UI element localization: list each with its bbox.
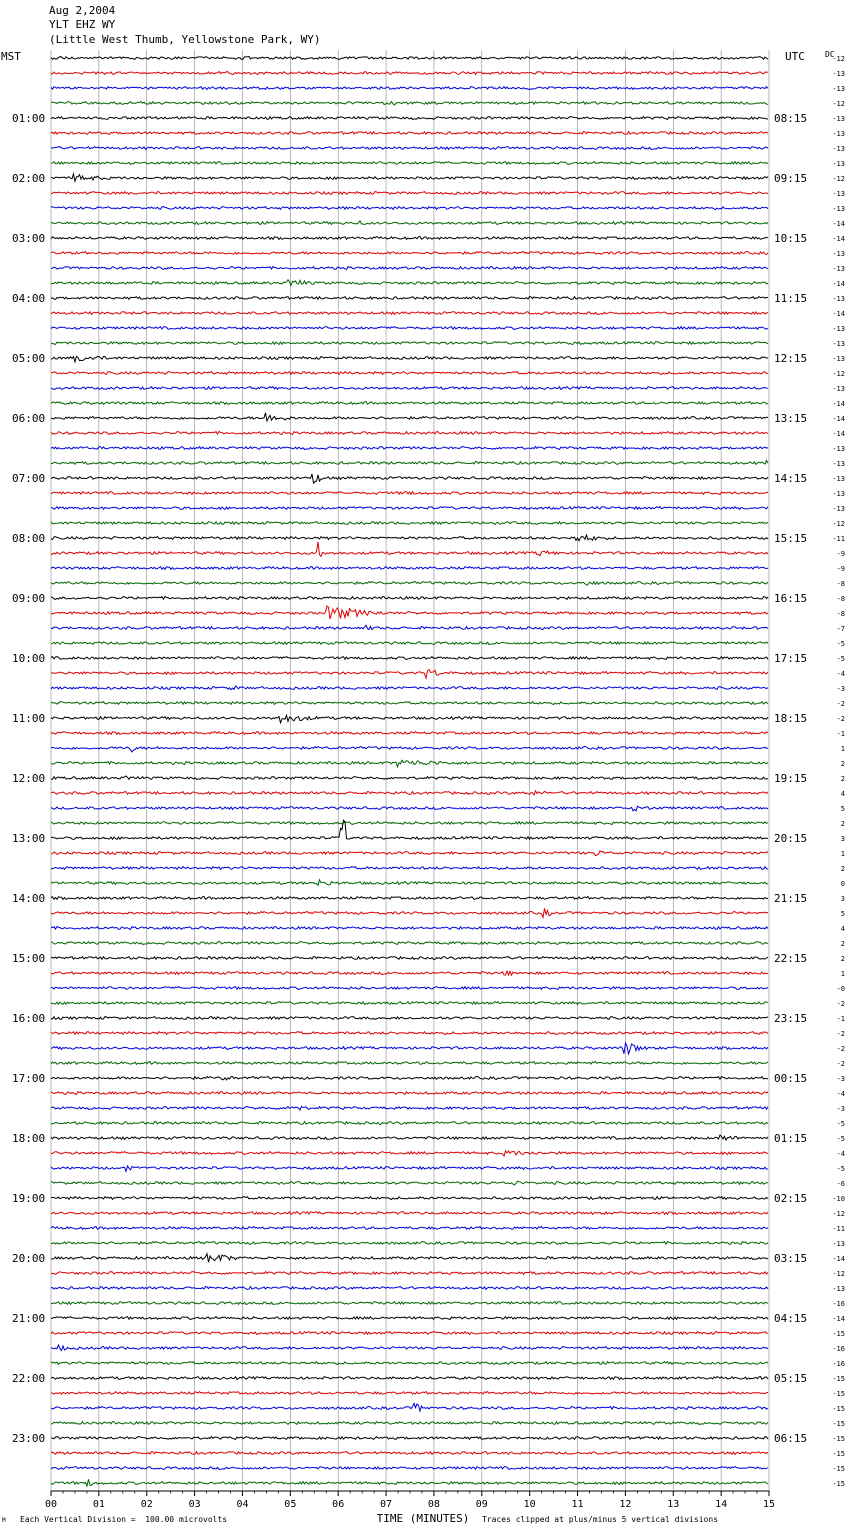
trace-row (51, 942, 768, 945)
trace-row (51, 447, 768, 450)
mst-hour-label: 19:00 (12, 1192, 46, 1205)
station-location: (Little West Thumb, Yellowstone Park, WY) (49, 33, 321, 46)
mst-hour-label: 15:00 (12, 952, 46, 965)
dc-offset-value: -2 (836, 1045, 845, 1053)
dc-offset-value: -2 (836, 1030, 845, 1038)
trace-row (51, 1181, 768, 1185)
trace-row (51, 987, 768, 990)
dc-offset-value: -13 (832, 325, 845, 333)
dc-offset-value: -13 (832, 265, 845, 273)
trace-row (51, 867, 768, 870)
trace-row (51, 474, 768, 483)
trace-row (51, 606, 768, 619)
mst-hour-label: 09:00 (12, 592, 46, 605)
x-tick-label: 02 (140, 1499, 153, 1510)
x-tick-label: 05 (284, 1499, 297, 1510)
dc-offset-value: -15 (832, 1390, 845, 1398)
dc-offset-value: -5 (836, 1135, 845, 1143)
utc-hour-label: 18:15 (774, 712, 808, 725)
x-tick-label: 06 (332, 1499, 345, 1510)
trace-row (51, 686, 768, 690)
trace-row (51, 221, 768, 225)
dc-offset-value: -4 (836, 1090, 845, 1098)
trace-row (51, 402, 768, 405)
dc-offset-value: -13 (832, 475, 845, 483)
trace-row (51, 1332, 768, 1335)
dc-offset-value: -13 (832, 340, 845, 348)
station-code: YLT EHZ WY (49, 18, 116, 31)
dc-offset-value: -2 (836, 715, 845, 723)
dc-offset-value: 5 (840, 910, 845, 918)
dc-offset-value: -2 (836, 1000, 845, 1008)
dc-offset-value: -13 (832, 160, 845, 168)
utc-hour-label: 23:15 (774, 1012, 808, 1025)
trace-row (51, 372, 768, 375)
trace-row (51, 102, 768, 106)
dc-offset-value: -13 (832, 115, 845, 123)
trace-row (51, 1302, 768, 1305)
trace-row (51, 715, 768, 723)
dc-offset-value: 4 (840, 925, 845, 933)
dc-offset-value: -7 (836, 625, 845, 633)
utc-hour-label: 19:15 (774, 772, 808, 785)
utc-hour-label: 12:15 (774, 352, 808, 365)
trace-row (51, 413, 768, 421)
trace-row (51, 822, 768, 825)
dc-offset-value: -5 (836, 1120, 845, 1128)
dc-offset-value: -1 (836, 1015, 845, 1023)
trace-row (51, 1227, 768, 1230)
trace-row (51, 760, 768, 767)
x-tick-label: 01 (92, 1499, 105, 1510)
trace-row (51, 908, 768, 917)
x-tick-label: 09 (475, 1499, 488, 1510)
trace-row (51, 1377, 768, 1380)
x-tick-label: 10 (523, 1499, 536, 1510)
x-tick-label: 00 (44, 1499, 58, 1510)
utc-hour-label: 01:15 (774, 1132, 808, 1145)
dc-offset-value: -13 (832, 490, 845, 498)
trace-row (51, 342, 768, 345)
utc-hour-label: 09:15 (774, 172, 808, 185)
mst-hour-label: 02:00 (12, 172, 46, 185)
trace-row (51, 507, 768, 510)
dc-offset-value: -12 (832, 370, 845, 378)
utc-hour-label: 16:15 (774, 592, 808, 605)
trace-row (51, 87, 768, 90)
mst-hour-label: 13:00 (12, 832, 46, 845)
utc-hour-label: 00:15 (774, 1072, 808, 1085)
trace-row (51, 1197, 768, 1200)
dc-offset-value: -13 (832, 295, 845, 303)
dc-offset-value: -14 (832, 310, 845, 318)
dc-offset-value: -13 (832, 505, 845, 513)
trace-row (51, 174, 768, 181)
dc-offset-value: 3 (840, 895, 845, 903)
trace-row (51, 72, 768, 75)
trace-row (51, 1254, 768, 1263)
trace-row (51, 670, 768, 679)
right-zone-label: UTC (785, 50, 805, 63)
dc-offset-value: -13 (832, 130, 845, 138)
dc-offset-value: -12 (832, 520, 845, 528)
dc-offset-value: -11 (832, 535, 845, 543)
dc-offset-value: -15 (832, 1435, 845, 1443)
trace-row (51, 1242, 768, 1245)
dc-offset-value: -15 (832, 1465, 845, 1473)
trace-row (51, 492, 768, 495)
mst-hour-label: 05:00 (12, 352, 46, 365)
dc-offset-value: 1 (840, 970, 845, 978)
dc-offset-value: -11 (832, 1225, 845, 1233)
trace-row (51, 280, 768, 286)
trace-row (51, 312, 768, 315)
dc-offset-value: -12 (832, 175, 845, 183)
dc-offset-value: -15 (832, 1450, 845, 1458)
trace-row (51, 460, 768, 464)
mst-hour-label: 08:00 (12, 532, 46, 545)
trace-row (51, 1122, 768, 1125)
x-tick-label: 13 (667, 1499, 680, 1510)
mst-hour-label: 18:00 (12, 1132, 46, 1145)
trace-row (51, 1422, 768, 1425)
dc-offset-value: -4 (836, 670, 845, 678)
dc-offset-value: -13 (832, 205, 845, 213)
dc-offset-value: -13 (832, 190, 845, 198)
dc-offset-value: 0 (840, 880, 845, 888)
trace-row (51, 237, 768, 240)
x-tick-label: 03 (188, 1499, 201, 1510)
dc-offset-value: -4 (836, 1150, 845, 1158)
trace-row (51, 1212, 768, 1215)
seismic-traces (51, 57, 768, 1486)
trace-row (51, 1362, 768, 1365)
dc-offset-value: 2 (840, 865, 845, 873)
mst-hour-label: 20:00 (12, 1252, 46, 1265)
utc-hour-label: 05:15 (774, 1372, 808, 1385)
mst-hour-label: 22:00 (12, 1372, 46, 1385)
dc-offset-value: -13 (832, 145, 845, 153)
dc-offset-value: -16 (832, 1360, 845, 1368)
trace-row (51, 1092, 768, 1095)
trace-row (51, 1437, 768, 1440)
dc-offset-value: -9 (836, 550, 845, 558)
trace-row (51, 162, 768, 165)
dc-offset-value: -15 (832, 1330, 845, 1338)
dc-offset-value: -12 (832, 100, 845, 108)
x-tick-label: 04 (236, 1499, 249, 1510)
dc-offset-value: -15 (832, 1420, 845, 1428)
trace-row (51, 252, 768, 255)
trace-row (51, 1002, 768, 1005)
dc-offset-value: 1 (840, 745, 845, 753)
dc-offset-value: -13 (832, 70, 845, 78)
trace-row (51, 1392, 768, 1395)
trace-row (51, 535, 768, 541)
dc-offset-value: -14 (832, 415, 845, 423)
scale-note: Each Vertical Division = 100.00 microvolts (20, 1515, 228, 1524)
dc-offset-value: -13 (832, 385, 845, 393)
trace-row (51, 1403, 768, 1411)
trace-row (51, 297, 768, 300)
dc-offset-value: -5 (836, 1165, 845, 1173)
trace-row (51, 1452, 768, 1455)
trace-row (51, 132, 768, 135)
utc-hour-label: 21:15 (774, 892, 808, 905)
dc-offset-value: -5 (836, 655, 845, 663)
trace-row (51, 776, 768, 779)
dc-offset-value: -14 (832, 220, 845, 228)
utc-hour-label: 14:15 (774, 472, 808, 485)
left-zone-label: MST (1, 50, 21, 63)
mst-hour-label: 12:00 (12, 772, 46, 785)
trace-row (51, 1062, 768, 1065)
dc-offset-header: DC (825, 50, 835, 59)
plot-date: Aug 2,2004 (49, 4, 116, 17)
x-axis-title: TIME (MINUTES) (376, 1512, 470, 1525)
dc-offset-value: 2 (840, 955, 845, 963)
dc-offset-value: 2 (840, 820, 845, 828)
trace-row (51, 267, 768, 270)
trace-row (51, 642, 768, 645)
trace-row (51, 747, 768, 752)
trace-row (51, 1467, 768, 1470)
dc-offset-value: -3 (836, 1105, 845, 1113)
trace-row (51, 897, 768, 900)
dc-offset-value: -5 (836, 640, 845, 648)
minute-grid (51, 50, 769, 1491)
dc-offset-value: 3 (840, 835, 845, 843)
utc-hour-label: 03:15 (774, 1252, 808, 1265)
trace-row (51, 57, 768, 60)
dc-offset-value: -12 (832, 1210, 845, 1218)
dc-offset-value: -6 (836, 1180, 845, 1188)
dc-offset-value: -15 (832, 1405, 845, 1413)
mst-hour-label: 16:00 (12, 1012, 46, 1025)
dc-offset-value: -12 (832, 55, 845, 63)
trace-row (51, 1345, 768, 1351)
trace-row (51, 387, 768, 390)
trace-row (51, 1272, 768, 1275)
trace-row (51, 522, 768, 525)
dc-offset-value: -15 (832, 1480, 845, 1488)
dc-offset-value: -13 (832, 460, 845, 468)
x-tick-label: 12 (619, 1499, 632, 1510)
trace-row (51, 567, 768, 570)
trace-row (51, 597, 768, 600)
trace-row (51, 327, 768, 330)
trace-row (51, 702, 768, 705)
trace-row (51, 657, 768, 660)
dc-offset-value: -16 (832, 1345, 845, 1353)
dc-offset-value: 4 (840, 790, 845, 798)
dc-offset-value: -2 (836, 1060, 845, 1068)
trace-row (51, 1287, 768, 1290)
mst-hour-label: 11:00 (12, 712, 46, 725)
utc-hour-label: 04:15 (774, 1312, 808, 1325)
dc-offset-value: -14 (832, 430, 845, 438)
dc-offset-value: 1 (840, 850, 845, 858)
trace-row (51, 1077, 768, 1080)
utc-hour-label: 13:15 (774, 412, 808, 425)
dc-offset-value: -15 (832, 1375, 845, 1383)
dc-offset-value: -14 (832, 1315, 845, 1323)
trace-row (51, 806, 768, 811)
utc-hour-label: 10:15 (774, 232, 808, 245)
mst-hour-label: 14:00 (12, 892, 46, 905)
dc-offset-value: -14 (832, 235, 845, 243)
trace-row (51, 927, 768, 930)
x-tick-label: 11 (571, 1499, 584, 1510)
trace-row (51, 542, 768, 557)
dc-offset-value: -8 (836, 595, 845, 603)
dc-offset-value: 2 (840, 775, 845, 783)
trace-row (51, 625, 768, 629)
x-tick-label: 15 (762, 1499, 776, 1510)
utc-hour-label: 22:15 (774, 952, 808, 965)
trace-row (51, 732, 768, 735)
dc-offset-value: 2 (840, 760, 845, 768)
dc-offset-value: -8 (836, 610, 845, 618)
trace-row (51, 207, 768, 210)
dc-offset-value: -14 (832, 1255, 845, 1263)
mst-hour-label: 17:00 (12, 1072, 46, 1085)
utc-hour-label: 20:15 (774, 832, 808, 845)
dc-offset-value: -2 (836, 700, 845, 708)
trace-row (51, 1017, 768, 1020)
clip-note: Traces clipped at plus/minus 5 vertical divisions (482, 1515, 719, 1524)
trace-row (51, 147, 768, 150)
mst-hour-label: 06:00 (12, 412, 46, 425)
trace-row (51, 1043, 768, 1054)
dc-offset-value: 2 (840, 940, 845, 948)
mst-hour-label: 03:00 (12, 232, 46, 245)
trace-row (51, 1151, 768, 1156)
mst-hour-label: 10:00 (12, 652, 46, 665)
trace-row (51, 1166, 768, 1172)
dc-offset-value: -13 (832, 85, 845, 93)
utc-hour-label: 11:15 (774, 292, 808, 305)
mst-hour-label: 01:00 (12, 112, 46, 125)
trace-row (51, 117, 768, 120)
trace-row (51, 1107, 768, 1110)
corner-mark: M (2, 1517, 6, 1524)
x-tick-label: 07 (380, 1499, 393, 1510)
dc-offset-value: -13 (832, 355, 845, 363)
trace-row (51, 582, 768, 586)
mst-hour-label: 07:00 (12, 472, 46, 485)
trace-row (51, 1032, 768, 1035)
trace-row (51, 1479, 768, 1486)
trace-row (51, 957, 768, 960)
dc-offset-value: -13 (832, 445, 845, 453)
utc-hour-label: 15:15 (774, 532, 808, 545)
dc-offset-value: -16 (832, 1300, 845, 1308)
dc-offset-value: -0 (836, 985, 845, 993)
dc-offset-value: -10 (832, 1195, 845, 1203)
dc-offset-value: -3 (836, 685, 845, 693)
trace-row (51, 1135, 768, 1140)
dc-offset-value: -3 (836, 1075, 845, 1083)
dc-offset-value: -8 (836, 580, 845, 588)
x-tick-label: 14 (715, 1499, 728, 1510)
mst-hour-label: 04:00 (12, 292, 46, 305)
trace-row (51, 432, 768, 435)
x-tick-label: 08 (427, 1499, 440, 1510)
utc-hour-label: 02:15 (774, 1192, 808, 1205)
dc-offset-value: -14 (832, 400, 845, 408)
trace-row (51, 880, 768, 886)
dc-offset-value: -14 (832, 280, 845, 288)
utc-hour-label: 06:15 (774, 1432, 808, 1445)
dc-offset-value: -9 (836, 565, 845, 573)
time-axis (45, 1491, 775, 1510)
trace-row (51, 971, 768, 975)
dc-offset-value: 5 (840, 805, 845, 813)
dc-offset-value: -13 (832, 1240, 845, 1248)
trace-row (51, 356, 768, 362)
mst-hour-label: 23:00 (12, 1432, 46, 1445)
trace-row (51, 791, 768, 795)
dc-offset-value: -13 (832, 1285, 845, 1293)
dc-offset-value: -12 (832, 1270, 845, 1278)
mst-hour-label: 21:00 (12, 1312, 46, 1325)
dc-offset-value: -1 (836, 730, 845, 738)
utc-hour-label: 08:15 (774, 112, 808, 125)
trace-row (51, 1317, 768, 1320)
utc-hour-label: 17:15 (774, 652, 808, 665)
trace-row (51, 192, 768, 195)
dc-offset-value: -13 (832, 250, 845, 258)
trace-row (51, 851, 768, 856)
